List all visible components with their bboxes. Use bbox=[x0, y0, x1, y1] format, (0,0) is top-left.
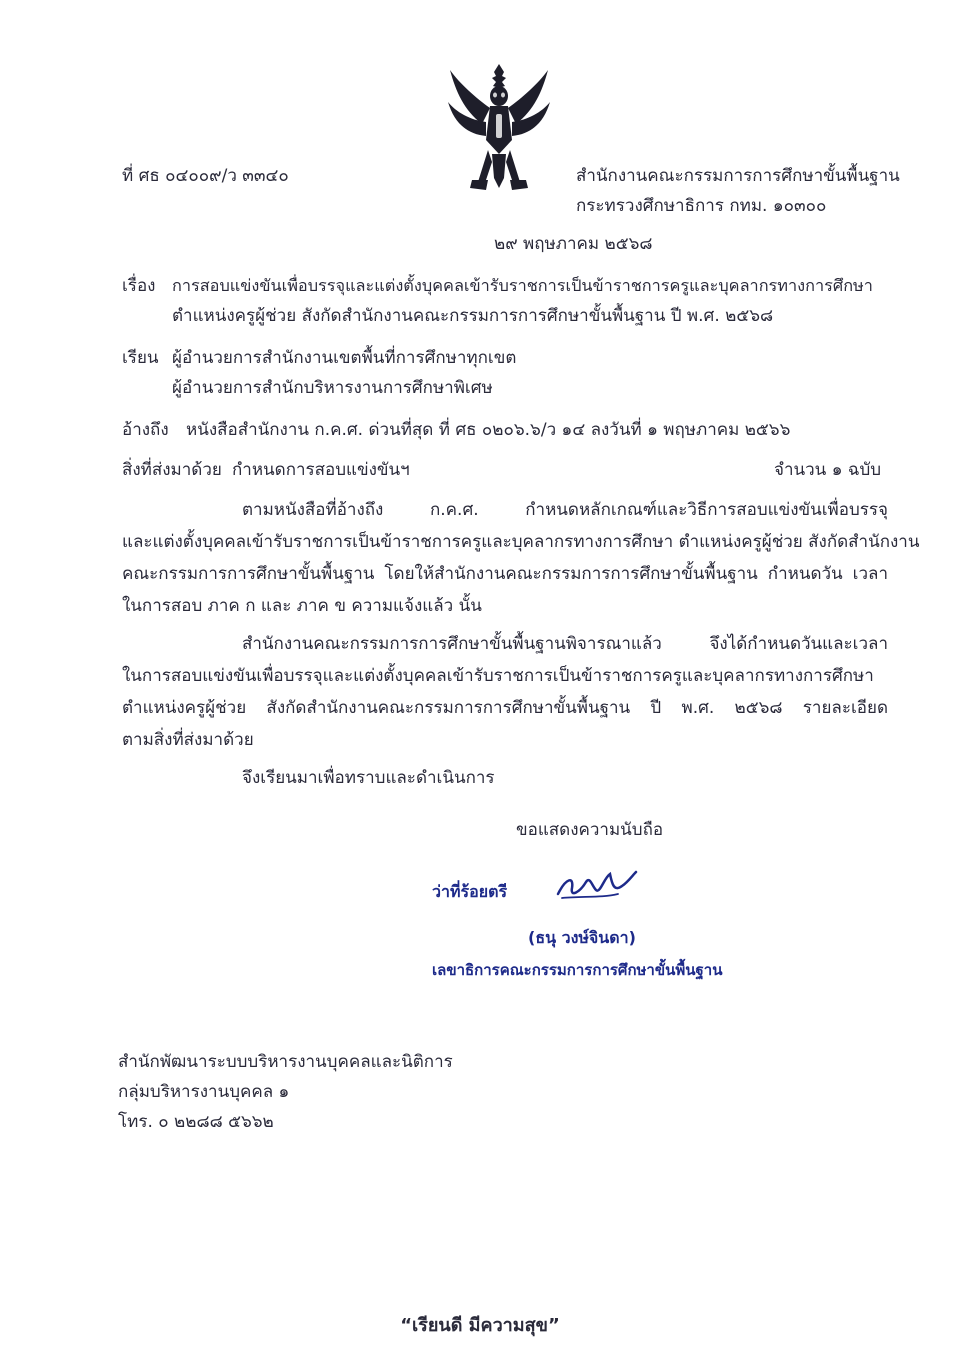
salutation: ขอแสดงความนับถือ bbox=[516, 820, 664, 840]
letter-date: ๒๙ พฤษภาคม ๒๕๖๘ bbox=[494, 234, 653, 254]
garuda-emblem-icon bbox=[442, 62, 556, 196]
handwritten-signature-icon bbox=[552, 868, 642, 908]
subject-line-1: การสอบแข่งขันเพื่อบรรจุและแต่งตั้งบุคคลเข้ารับราชการเป็นข้าราชการครูและบุคลากรทางการศึกษา bbox=[172, 276, 873, 295]
body-para1-line-3: คณะกรรมการการศึกษาขั้นพื้นฐาน โดยให้สำนักงานคณะกรรมการการศึกษาขั้นพื้นฐาน กำหนดวัน เวลา bbox=[122, 564, 888, 584]
addressee-line-2: ผู้อำนวยการสำนักบริหารงานการศึกษาพิเศษ bbox=[172, 378, 493, 398]
reference-label: อ้างถึง bbox=[122, 420, 169, 440]
reference-text: หนังสือสำนักงาน ก.ค.ศ. ด่วนที่สุด ที่ ศธ ๐๒๐๖.๖/ว ๑๔ ลงวันที่ ๑ พฤษภาคม ๒๕๖๖ bbox=[186, 420, 791, 440]
body-para2-line-1: สำนักงานคณะกรรมการการศึกษาขั้นพื้นฐานพิจารณาแล้ว จึงได้กำหนดวันและเวลา bbox=[242, 634, 888, 654]
body-para2-line-2: ในการสอบแข่งขันเพื่อบรรจุและแต่งตั้งบุคคลเข้ารับราชการเป็นข้าราชการครูและบุคลากรทางการศึกษา bbox=[122, 666, 874, 686]
signatory-position: เลขาธิการคณะกรรมการการศึกษาขั้นพื้นฐาน bbox=[432, 961, 723, 979]
signatory-rank: ว่าที่ร้อยตรี bbox=[432, 882, 508, 901]
motto: “เรียนดี มีความสุข” bbox=[400, 1315, 560, 1336]
enclosure-label: สิ่งที่ส่งมาด้วย bbox=[122, 460, 222, 480]
body-para2-line-3: ตำแหน่งครูผู้ช่วย สังกัดสำนักงานคณะกรรมการการศึกษาขั้นพื้นฐาน ปี พ.ศ. ๒๕๖๘ รายละเอียด bbox=[122, 698, 888, 718]
closing-request: จึงเรียนมาเพื่อทราบและดำเนินการ bbox=[242, 768, 495, 788]
subject-label: เรื่อง bbox=[122, 276, 156, 296]
enclosure-text: กำหนดการสอบแข่งขันฯ bbox=[232, 460, 410, 480]
addressee-line-1: ผู้อำนวยการสำนักงานเขตพื้นที่การศึกษาทุกเขต bbox=[172, 348, 517, 368]
body-para2-line-4: ตามสิ่งที่ส่งมาด้วย bbox=[122, 730, 254, 750]
footer-phone: โทร. ๐ ๒๒๘๘ ๕๖๖๒ bbox=[118, 1112, 274, 1132]
office-address: กระทรวงศึกษาธิการ กทม. ๑๐๓๐๐ bbox=[576, 196, 827, 216]
reference-number: ที่ ศธ ๐๔๐๐๙/ว ๓๓๔๐ bbox=[122, 166, 289, 186]
addressee-label: เรียน bbox=[122, 348, 159, 368]
signatory-name: (ธนุ วงษ์จินดา) bbox=[528, 928, 636, 947]
body-para1-line-1: ตามหนังสือที่อ้างถึง ก.ค.ศ. กำหนดหลักเกณฑ์และวิธีการสอบแข่งขันเพื่อบรรจุ bbox=[242, 500, 888, 520]
body-para1-line-4: ในการสอบ ภาค ก และ ภาค ข ความแจ้งแล้ว นั้น bbox=[122, 596, 482, 616]
body-para1-line-2: และแต่งตั้งบุคคลเข้ารับราชการเป็นข้าราชการครูและบุคลากรทางการศึกษา ตำแหน่งครูผู้ช่วย สังกัดสำนักงาน bbox=[122, 532, 920, 552]
enclosure-count: จำนวน ๑ ฉบับ bbox=[774, 460, 882, 480]
footer-group: กลุ่มบริหารงานบุคคล ๑ bbox=[118, 1082, 290, 1102]
subject-line-2: ตำแหน่งครูผู้ช่วย สังกัดสำนักงานคณะกรรมการการศึกษาขั้นพื้นฐาน ปี พ.ศ. ๒๕๖๘ bbox=[172, 306, 774, 326]
footer-unit: สำนักพัฒนาระบบบริหารงานบุคคลและนิติการ bbox=[118, 1052, 453, 1072]
office-name: สำนักงานคณะกรรมการการศึกษาขั้นพื้นฐาน bbox=[576, 166, 900, 186]
